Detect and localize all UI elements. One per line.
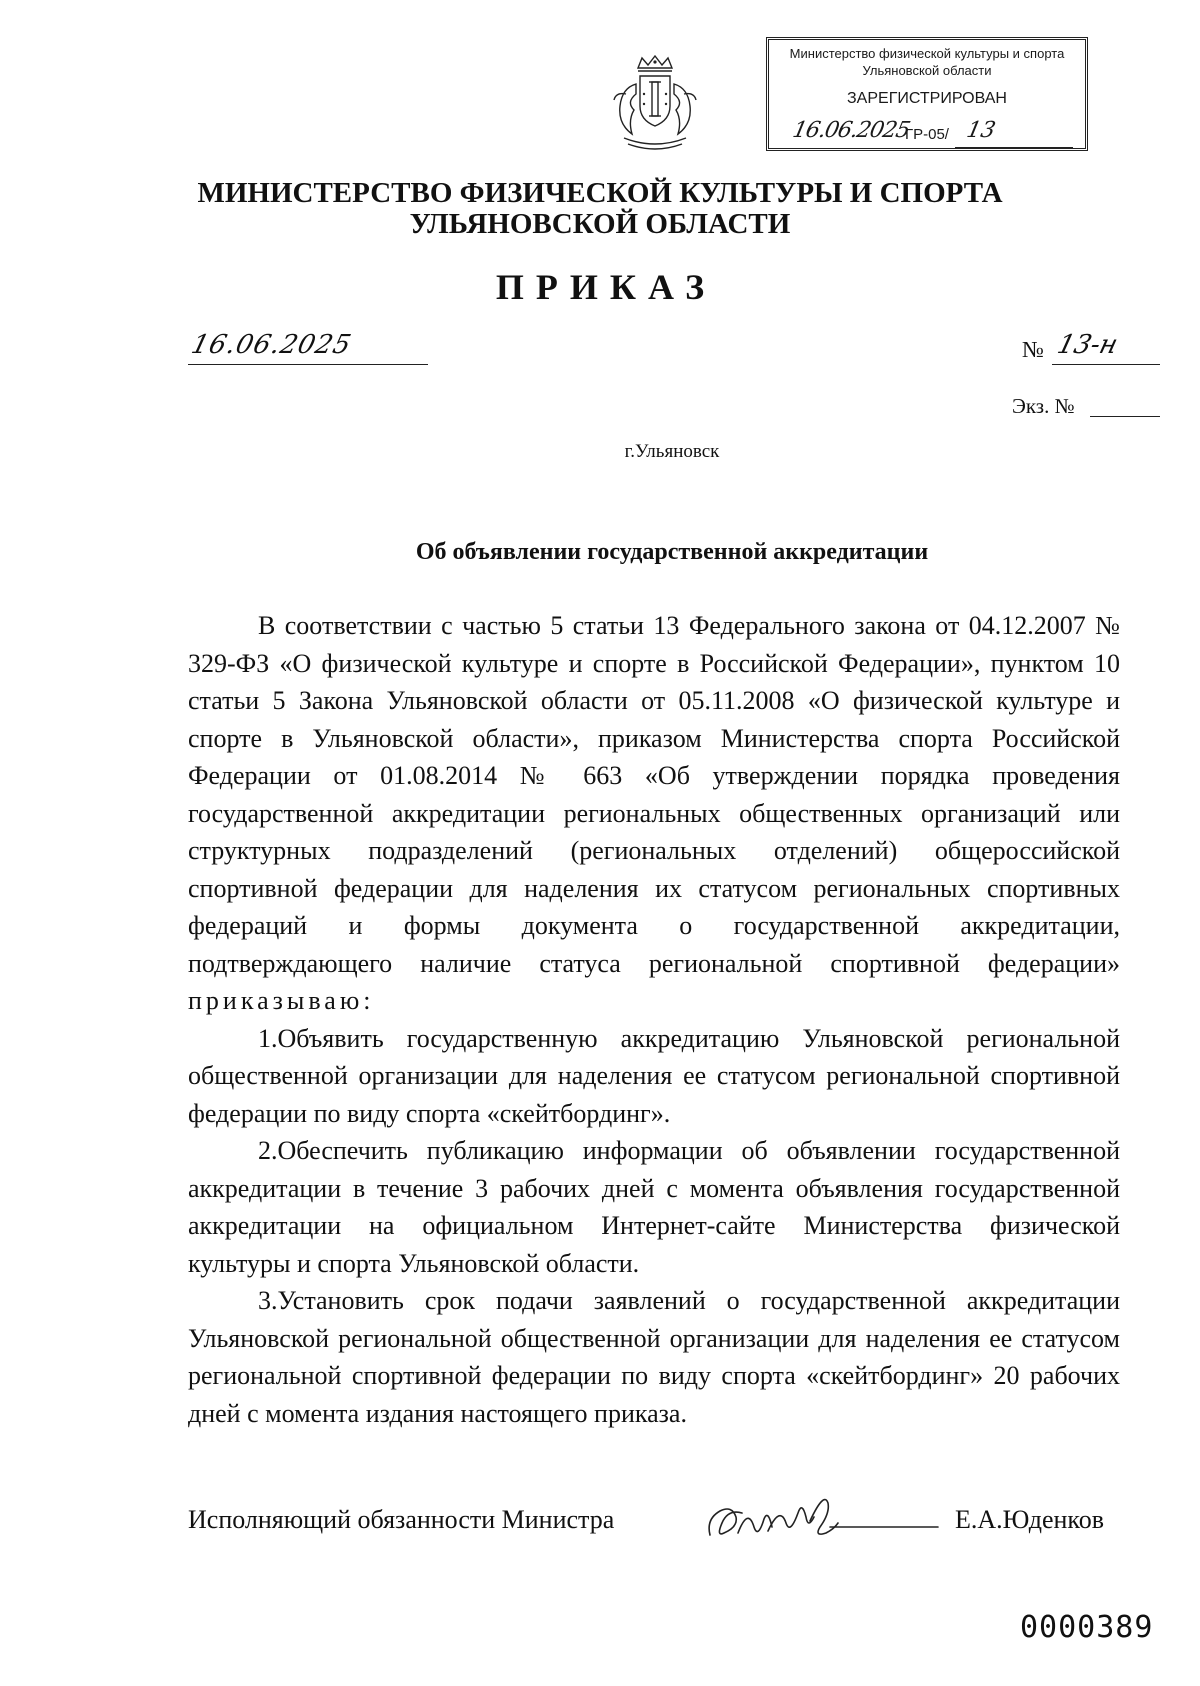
preamble-text: В соответствии с частью 5 статьи 13 Федерального закона от 04.12.2007 № 329-ФЗ «О физической культуре и спорте в Российской Федерации», пунктом 10 статьи 5 Закона Ульяновской области от 05.11.2008 «О физической культуре и спорте в Ульяновской области», приказом Министерства спорта Российской Федерации от 01.08.2014 № 663 «Об утверждении порядка проведения государственной аккредитации региональных общественных организаций или структурных подразделений (региональных отделений) общероссийской спортивной федерации для наделения их статусом региональных спортивных федераций и формы документа о государственной аккредитации, подтверждающего наличие статуса региональной спортивной федерации» (188, 611, 1120, 978)
ministry-line-2: УЛЬЯНОВСКОЙ ОБЛАСТИ (409, 208, 791, 240)
handwritten-signature (702, 1483, 942, 1553)
stamp-handwritten-number: 13 (964, 118, 998, 143)
signatory-name: Е.А.Юденков (955, 1505, 1105, 1534)
coat-of-arms-icon (608, 54, 702, 154)
copy-number-label: Экз. № (1012, 394, 1075, 418)
order-date-handwritten: 16.06.2025 (188, 330, 355, 360)
order-number-label: № (1022, 337, 1044, 362)
document-serial-number: 0000389 (1020, 1610, 1154, 1645)
order-number-handwritten: 13-н (1054, 330, 1121, 360)
city-name: г.Ульяновск (624, 441, 720, 462)
order-body (188, 607, 1120, 1432)
order-item-1: 1.Объявить государственную аккредитацию Ульяновской региональной общественной организации для наделения ее статусом региональной спортивной федерации по виду спорта «скейтбординг». (188, 1023, 1120, 1128)
stamp-registration-row (779, 118, 1075, 146)
order-subject: Об объявлении государственной аккредитации (415, 539, 929, 565)
ministry-name (0, 178, 1200, 240)
stamp-underline (955, 147, 1073, 148)
order-number-field (1052, 330, 1160, 365)
registration-stamp (766, 37, 1088, 151)
stamp-status: ЗАРЕГИСТРИРОВАН (847, 90, 1007, 107)
document-type-title: ПРИКАЗ (495, 267, 717, 307)
signatory-position: Исполняющий обязанности Министра (188, 1505, 615, 1534)
ministry-line-1: МИНИСТЕРСТВО ФИЗИЧЕСКОЙ КУЛЬТУРЫ И СПОРТА (197, 177, 1003, 209)
copy-number-field (1090, 394, 1160, 417)
stamp-ministry-line: Министерство физической культуры и спорта (789, 46, 1065, 61)
stamp-region-line: Ульяновской области (862, 63, 992, 78)
preamble-paragraph (188, 607, 1120, 1020)
order-date-field (188, 330, 428, 365)
order-item-3: 3.Установить срок подачи заявлений о государственной аккредитации Ульяновской региональной общественной организации для наделения ее статусом региональной спортивной федерации по виду спорта «скейтбординг» 20 рабочих дней с момента издания настоящего приказа. (188, 1286, 1120, 1428)
stamp-handwritten-date: 16.06.2025 (790, 118, 912, 143)
order-item-2: 2.Обеспечить публикацию информации об объявлении государственной аккредитации в течение 3 рабочих дней с момента объявления государственной аккредитации на официальном Интернет-сайте Министерства физической культуры и спорта Ульяновской области. (188, 1136, 1120, 1278)
stamp-prefix: ГР-05/ (905, 126, 949, 143)
order-word: приказываю: (188, 986, 375, 1015)
